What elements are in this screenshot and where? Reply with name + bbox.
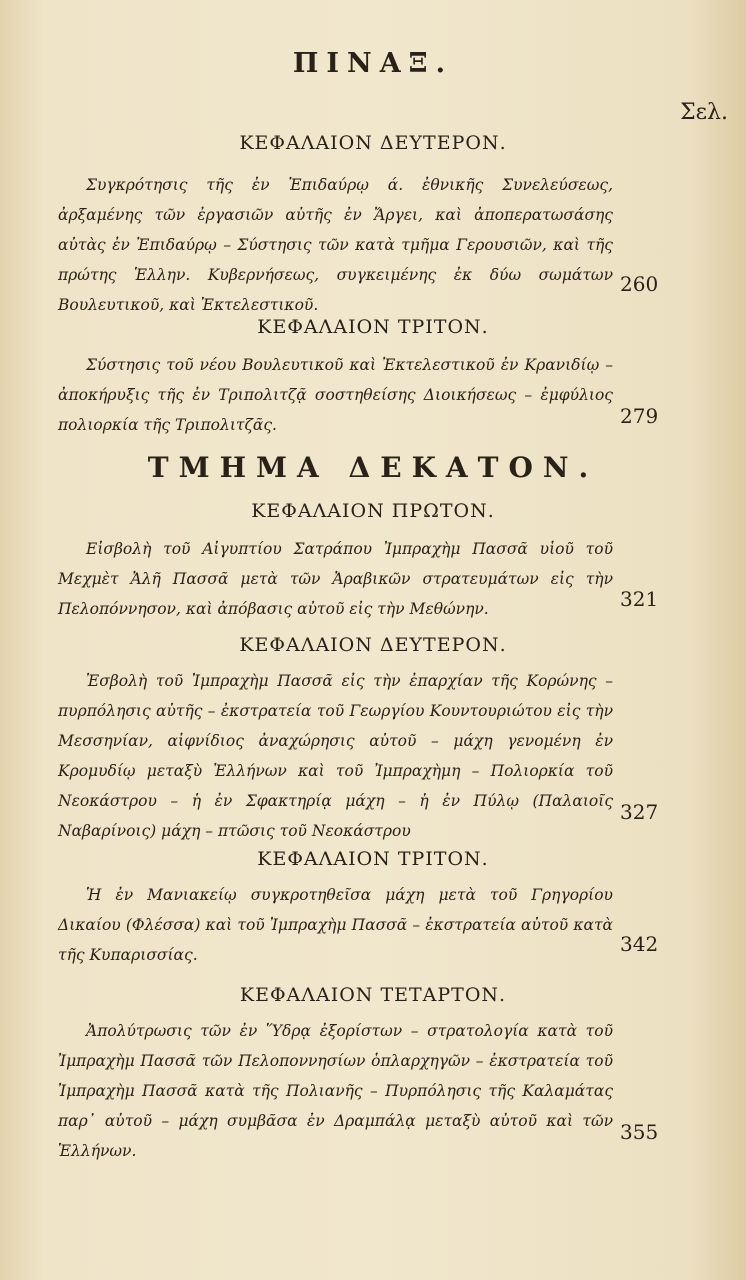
page-title: ΠΙΝΑΞ. — [292, 48, 454, 79]
chapter-summary: Ἀπολύτρωσις τῶν ἐν Ὕδρᾳ ἐξορίστων – στρατολογία κατὰ τοῦ Ἰμπραχὴμ Πασσᾶ τῶν Πελοποννησίων ὁπλαρχηγῶν – ἐκστρατεία τοῦ Ἰμπραχὴμ Πασσᾶ κατὰ τῆς Πολιανῆς – Πυρπόλησις τῆς Καλαμάτας παρ᾽ αὐτοῦ – μάχη συμβᾶσα ἐν Δραμπάλᾳ μεταξὺ αὐτοῦ καὶ τῶν Ἑλλήνων. — [58, 1022, 613, 1160]
chapter-heading: ΚΕΦΑΛΑΙΟΝ ΤΡΙΤΟΝ. — [257, 316, 489, 338]
page-number: 260 — [620, 272, 659, 296]
chapter-heading: ΚΕΦΑΛΑΙΟΝ ΤΕΤΑΡΤΟΝ. — [239, 984, 507, 1006]
page-number: 327 — [620, 800, 659, 824]
chapter-summary: Συγκρότησις τῆς ἐν Ἐπιδαύρῳ ά. ἐθνικῆς Συνελεύσεως, ἀρξαμένης τῶν ἐργασιῶν αὐτῆς ἐν Ἄργει, καὶ ἀποπερατωσάσης αὐτὰς ἐν Ἐπιδαύρῳ – Σύστησις τῶν κατὰ τμῆμα Γερουσιῶν, καὶ τῆς πρώτης Ἑλλην. Κυβερνήσεως, συγκειμένης ἐκ δύω σωμάτων Βουλευτικοῦ, καὶ Ἐκτελεστικοῦ. — [58, 176, 613, 314]
chapter-summary: Σύστησις τοῦ νέου Βουλευτικοῦ καὶ Ἐκτελεστικοῦ ἐν Κρανιδίῳ – ἀποκήρυξις τῆς ἐν Τριπολιτζᾷ σοστηθείσης Διοικήσεως – ἐμφύλιος πολιορκία τῆς Τριπολιτζᾶς. — [58, 356, 613, 434]
chapter-summary: Εἰσβολὴ τοῦ Αἰγυπτίου Σατράπου Ἰμπραχὴμ Πασσᾶ υἱοῦ τοῦ Μεχμὲτ Ἀλῆ Πασσᾶ μετὰ τῶν Ἀραβικῶν στρατευμάτων εἰς τὴν Πελοπόννησον, καὶ ἀπόβασις αὐτοῦ εἰς τὴν Μεθώνην. — [58, 540, 613, 618]
page-number: 279 — [620, 404, 659, 428]
page-number: 342 — [620, 932, 659, 956]
chapter-summary: Ἡ ἐν Μανιακείῳ συγκροτηθεῖσα μάχη μετὰ τοῦ Γρηγορίου Δικαίου (Φλέσσα) καὶ τοῦ Ἰμπραχὴμ Πασσᾶ – ἐκστρατεία αὐτοῦ κατὰ τῆς Κυπαρισσίας. — [58, 886, 613, 964]
page-number: 355 — [620, 1120, 659, 1144]
page-number: 321 — [620, 587, 659, 611]
chapter-heading: ΚΕΦΑΛΑΙΟΝ ΠΡΩΤΟΝ. — [251, 500, 495, 522]
chapter-heading: ΚΕΦΑΛΑΙΟΝ ΔΕΥΤΕΡΟΝ. — [239, 132, 507, 154]
section-heading: ΤΜΗΜΑ ΔΕΚΑΤΟΝ. — [147, 451, 599, 484]
page-column-label: Σελ. — [680, 100, 728, 125]
chapter-summary: Ἐσβολὴ τοῦ Ἰμπραχὴμ Πασσᾶ εἰς τὴν ἐπαρχίαν τῆς Κορώνης – πυρπόλησις αὐτῆς – ἐκστρατεία τοῦ Γεωργίου Κουντουριώτου εἰς τὴν Μεσσηνίαν, αἰφνίδιος ἀναχώρησις αὐτοῦ – μάχη γενομένη ἐν Κρομυδίῳ μεταξὺ Ἑλλήνων καὶ τοῦ Ἰμπραχὴμη – Πολιορκία τοῦ Νεοκάστρου – ἡ ἐν Σφακτηρίᾳ μάχη – ἡ ἐν Πύλῳ (Παλαιοῖς Ναβαρίνοις) μάχη – πτῶσις τοῦ Νεοκάστρου — [58, 672, 613, 840]
chapter-heading: ΚΕΦΑΛΑΙΟΝ ΤΡΙΤΟΝ. — [257, 848, 489, 870]
chapter-heading: ΚΕΦΑΛΑΙΟΝ ΔΕΥΤΕΡΟΝ. — [239, 634, 507, 656]
